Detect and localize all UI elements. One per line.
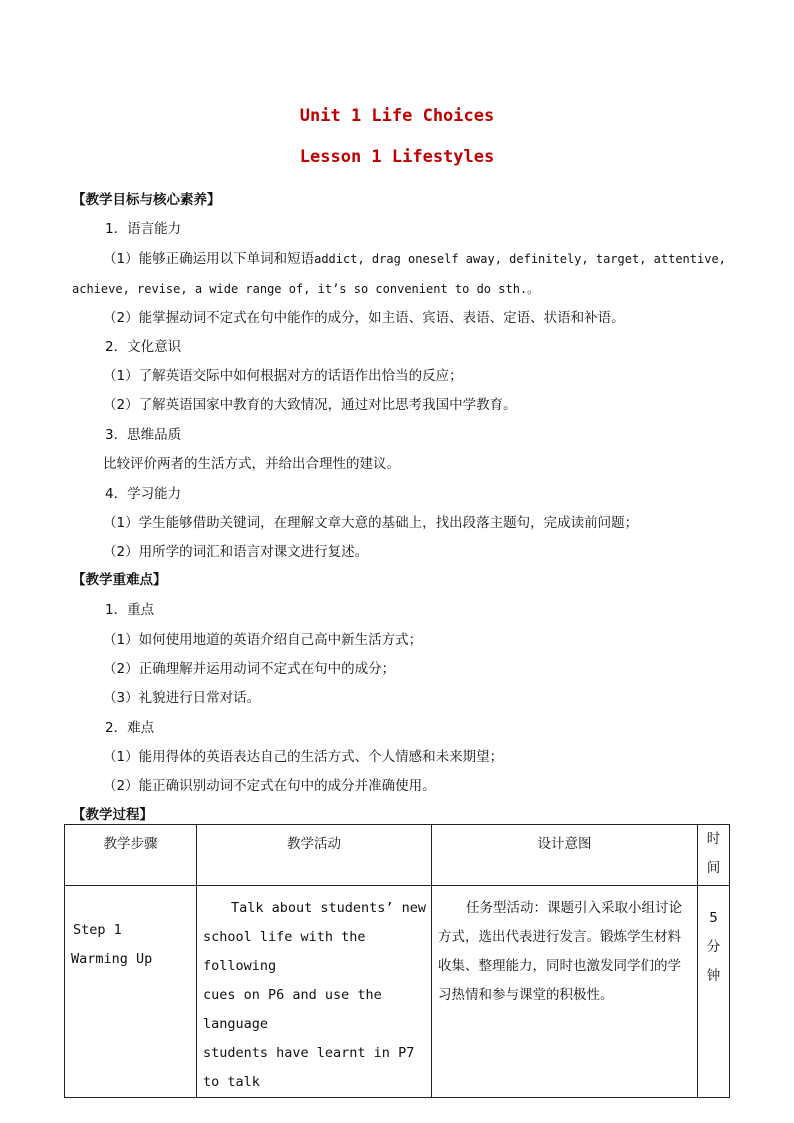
- col-header-intent: 设计意图: [432, 825, 698, 886]
- learning-item-2: （2）用所学的词汇和语言对课文进行复述。: [103, 544, 369, 560]
- culture-title: 2．文化意识: [105, 339, 182, 355]
- col-header-activity: 教学活动: [197, 825, 432, 886]
- table-row: [65, 886, 730, 1098]
- language-item-1-words: addict, drag oneself away, definitely, target, attentive,: [314, 252, 726, 266]
- teaching-process-table: [64, 824, 730, 1098]
- language-item-1-words-cont: achieve, revise, a wide range of, it’s so convenient to do sth.。: [72, 282, 540, 296]
- focus-item-1: （1）如何使用地道的英语介绍自己高中新生活方式；: [103, 632, 423, 648]
- culture-item-1: （1）了解英语交际中如何根据对方的话语作出恰当的反应；: [103, 368, 463, 384]
- difficulty-title: 2．难点: [105, 720, 155, 736]
- learning-item-1: （1）学生能够借助关键词，在理解文章大意的基础上，找出段落主题句，完成读前问题；: [103, 515, 639, 531]
- language-item-1-prefix: （1）能够正确运用以下单词和短语: [103, 251, 315, 267]
- col-header-step: 教学步骤: [65, 825, 197, 886]
- section-heading-process: 【教学过程】: [72, 807, 153, 823]
- language-item-2: （2）能掌握动词不定式在句中能作的成分，如主语、宾语、表语、定语、状语和补语。: [103, 310, 625, 326]
- focus-title: 1．重点: [105, 602, 155, 618]
- learning-title: 4．学习能力: [105, 486, 182, 502]
- table-header-row: [65, 825, 730, 886]
- section-heading-keypoints: 【教学重难点】: [72, 572, 167, 588]
- intent-cell: 任务型活动：课题引入采取小组讨论方式，选出代表进行发言。锻炼学生材料收集、整理能力，同时也激发同学们的学习热情和参与课堂的积极性。: [432, 886, 698, 1098]
- language-ability-title: 1．语言能力: [105, 221, 182, 237]
- thinking-text: 比较评价两者的生活方式，并给出合理性的建议。: [103, 456, 400, 472]
- difficulty-item-1: （1）能用得体的英语表达自己的生活方式、个人情感和未来期望；: [103, 749, 504, 765]
- lesson-title: Lesson 1 Lifestyles: [299, 147, 495, 167]
- focus-item-2: （2）正确理解并运用动词不定式在句中的成分；: [103, 661, 396, 677]
- section-heading-goals: 【教学目标与核心素养】: [72, 192, 221, 208]
- step-cell: Step 1 Warming Up: [65, 886, 197, 1098]
- col-header-time: 时 间: [698, 825, 730, 886]
- time-cell: 5 分 钟: [698, 886, 730, 1098]
- thinking-title: 3．思维品质: [105, 427, 182, 443]
- unit-title: Unit 1 Life Choices: [299, 106, 495, 126]
- focus-item-3: （3）礼貌进行日常对话。: [103, 690, 261, 706]
- activity-cell: Talk about students’ new school life with the following cues on P6 and use the language students have learnt in P7 to talk: [197, 886, 432, 1098]
- language-item-1: [103, 250, 726, 268]
- difficulty-item-2: （2）能正确识别动词不定式在句中的成分并准确使用。: [103, 778, 436, 794]
- culture-item-2: （2）了解英语国家中教育的大致情况，通过对比思考我国中学教育。: [103, 397, 517, 413]
